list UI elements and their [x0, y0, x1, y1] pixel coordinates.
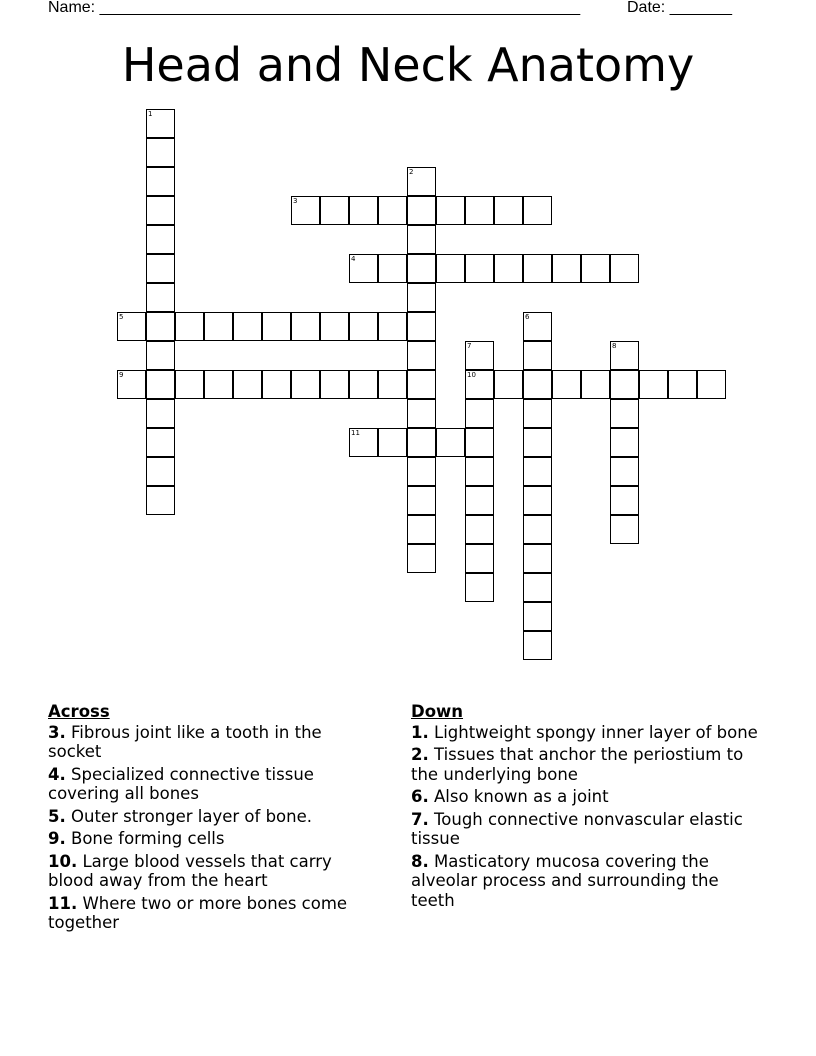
across-clues [48, 702, 378, 936]
clue-down-2 [411, 745, 761, 784]
grid-cell[interactable] [407, 370, 436, 399]
grid-cell[interactable] [407, 196, 436, 225]
grid-cell[interactable] [407, 167, 436, 196]
cell-number: 8 [612, 342, 617, 350]
grid-cell[interactable] [146, 167, 175, 196]
down-clues [411, 702, 761, 913]
clue-text: Masticatory mucosa covering the alveolar process and surrounding the teeth [411, 851, 719, 910]
grid-cell[interactable] [407, 428, 436, 457]
clue-text: Large blood vessels that carry blood away from the heart [48, 851, 332, 890]
grid-cell[interactable] [204, 370, 233, 399]
grid-cell[interactable] [349, 254, 378, 283]
grid-cell[interactable] [523, 544, 552, 573]
grid-cell[interactable] [610, 428, 639, 457]
clue-text: Specialized connective tissue covering all bones [48, 764, 314, 803]
date-field-label: Date: _______ [627, 0, 732, 16]
clue-across-9 [48, 829, 378, 849]
grid-cell[interactable] [407, 225, 436, 254]
clue-text: Outer stronger layer of bone. [71, 806, 312, 826]
grid-cell[interactable] [465, 370, 494, 399]
grid-cell[interactable] [523, 486, 552, 515]
grid-cell[interactable] [697, 370, 726, 399]
clue-number: 10. [48, 851, 78, 871]
clue-text: Also known as a joint [434, 787, 609, 806]
cell-number: 10 [467, 371, 476, 379]
grid-cell[interactable] [610, 457, 639, 486]
grid-cell[interactable] [552, 370, 581, 399]
grid-cell[interactable] [465, 457, 494, 486]
grid-cell[interactable] [378, 254, 407, 283]
grid-cell[interactable] [668, 370, 697, 399]
cell-number: 7 [467, 342, 472, 350]
grid-cell[interactable] [175, 312, 204, 341]
grid-cell[interactable] [320, 196, 349, 225]
clue-across-3 [48, 723, 378, 762]
grid-cell[interactable] [581, 254, 610, 283]
grid-cell[interactable] [436, 254, 465, 283]
clue-text: Lightweight spongy inner layer of bone [434, 722, 758, 742]
grid-cell[interactable] [407, 283, 436, 312]
clue-down-6 [411, 787, 761, 807]
cell-number: 2 [409, 168, 414, 176]
grid-cell[interactable] [146, 370, 175, 399]
grid-cell[interactable] [233, 312, 262, 341]
grid-cell[interactable] [349, 312, 378, 341]
grid-cell[interactable] [523, 196, 552, 225]
grid-cell[interactable] [117, 370, 146, 399]
clue-text: Where two or more bones come together [48, 893, 348, 932]
grid-cell[interactable] [523, 254, 552, 283]
grid-cell[interactable] [610, 254, 639, 283]
grid-cell[interactable] [320, 370, 349, 399]
grid-cell[interactable] [465, 254, 494, 283]
clue-number: 6. [411, 787, 429, 806]
grid-cell[interactable] [523, 515, 552, 544]
grid-cell[interactable] [175, 370, 204, 399]
down-heading: Down [411, 702, 464, 721]
grid-cell[interactable] [465, 573, 494, 602]
grid-cell[interactable] [146, 312, 175, 341]
grid-cell[interactable] [523, 428, 552, 457]
clue-down-7 [411, 810, 761, 849]
grid-cell[interactable] [146, 457, 175, 486]
grid-cell[interactable] [146, 341, 175, 370]
clue-across-11 [48, 894, 378, 933]
grid-cell[interactable] [523, 399, 552, 428]
cell-number: 5 [119, 313, 124, 321]
cell-number: 3 [293, 197, 298, 205]
clue-text: Tough connective nonvascular elastic tissue [411, 809, 743, 848]
clue-number: 11. [48, 893, 78, 913]
grid-cell[interactable] [523, 631, 552, 660]
clue-text: Tissues that anchor the periostium to the underlying bone [411, 745, 744, 784]
grid-cell[interactable] [262, 370, 291, 399]
grid-cell[interactable] [639, 370, 668, 399]
grid-cell[interactable] [610, 399, 639, 428]
grid-cell[interactable] [523, 312, 552, 341]
grid-cell[interactable] [349, 370, 378, 399]
grid-cell[interactable] [407, 254, 436, 283]
cell-number: 4 [351, 255, 356, 263]
puzzle-title: Head and Neck Anatomy [121, 38, 695, 92]
grid-cell[interactable] [610, 370, 639, 399]
cell-number: 6 [525, 313, 530, 321]
grid-cell[interactable] [407, 399, 436, 428]
grid-cell[interactable] [465, 544, 494, 573]
grid-cell[interactable] [465, 515, 494, 544]
grid-cell[interactable] [262, 312, 291, 341]
clue-number: 5. [48, 806, 66, 826]
clue-number: 2. [411, 745, 429, 764]
grid-cell[interactable] [407, 312, 436, 341]
grid-cell[interactable] [146, 486, 175, 515]
grid-cell[interactable] [407, 457, 436, 486]
grid-cell[interactable] [407, 341, 436, 370]
grid-cell[interactable] [291, 370, 320, 399]
grid-cell[interactable] [465, 341, 494, 370]
grid-cell[interactable] [610, 341, 639, 370]
grid-cell[interactable] [523, 457, 552, 486]
grid-cell[interactable] [610, 486, 639, 515]
cell-number: 11 [351, 429, 360, 437]
grid-cell[interactable] [117, 312, 146, 341]
clue-number: 7. [411, 809, 429, 829]
grid-cell[interactable] [146, 283, 175, 312]
grid-cell[interactable] [378, 196, 407, 225]
clue-down-1 [411, 723, 761, 743]
grid-cell[interactable] [465, 399, 494, 428]
grid-cell[interactable] [407, 515, 436, 544]
grid-cell[interactable] [465, 486, 494, 515]
grid-cell[interactable] [494, 370, 523, 399]
grid-cell[interactable] [378, 428, 407, 457]
across-heading: Across [48, 702, 110, 721]
clue-across-5 [48, 807, 378, 827]
clue-down-8 [411, 852, 761, 911]
grid-cell[interactable] [407, 544, 436, 573]
clue-text: Fibrous joint like a tooth in the socket [48, 722, 322, 761]
grid-cell[interactable] [291, 312, 320, 341]
grid-cell[interactable] [378, 312, 407, 341]
clue-across-10 [48, 852, 378, 891]
clue-across-4 [48, 765, 378, 804]
grid-cell[interactable] [465, 196, 494, 225]
grid-cell[interactable] [146, 138, 175, 167]
grid-cell[interactable] [378, 370, 407, 399]
grid-cell[interactable] [233, 370, 262, 399]
cell-number: 1 [148, 110, 153, 118]
grid-cell[interactable] [523, 370, 552, 399]
grid-cell[interactable] [494, 196, 523, 225]
grid-cell[interactable] [523, 341, 552, 370]
cell-number: 9 [119, 371, 124, 379]
grid-cell[interactable] [581, 370, 610, 399]
grid-cell[interactable] [146, 225, 175, 254]
grid-cell[interactable] [552, 254, 581, 283]
clue-number: 3. [48, 722, 66, 742]
grid-cell[interactable] [146, 254, 175, 283]
grid-cell[interactable] [146, 399, 175, 428]
grid-cell[interactable] [610, 515, 639, 544]
grid-cell[interactable] [436, 196, 465, 225]
grid-cell[interactable] [436, 428, 465, 457]
grid-cell[interactable] [146, 428, 175, 457]
grid-cell[interactable] [407, 486, 436, 515]
clue-number: 9. [48, 829, 66, 848]
name-field-label: Name: ______________________________________________________ [48, 0, 581, 16]
grid-cell[interactable] [465, 428, 494, 457]
clue-number: 1. [411, 722, 429, 742]
grid-cell[interactable] [523, 573, 552, 602]
grid-cell[interactable] [349, 196, 378, 225]
grid-cell[interactable] [146, 109, 175, 138]
grid-cell[interactable] [146, 196, 175, 225]
grid-cell[interactable] [494, 254, 523, 283]
grid-cell[interactable] [349, 428, 378, 457]
clue-text: Bone forming cells [71, 829, 225, 848]
grid-cell[interactable] [204, 312, 233, 341]
grid-cell[interactable] [523, 602, 552, 631]
grid-cell[interactable] [291, 196, 320, 225]
grid-cell[interactable] [320, 312, 349, 341]
clue-number: 4. [48, 764, 66, 784]
clue-number: 8. [411, 851, 429, 871]
